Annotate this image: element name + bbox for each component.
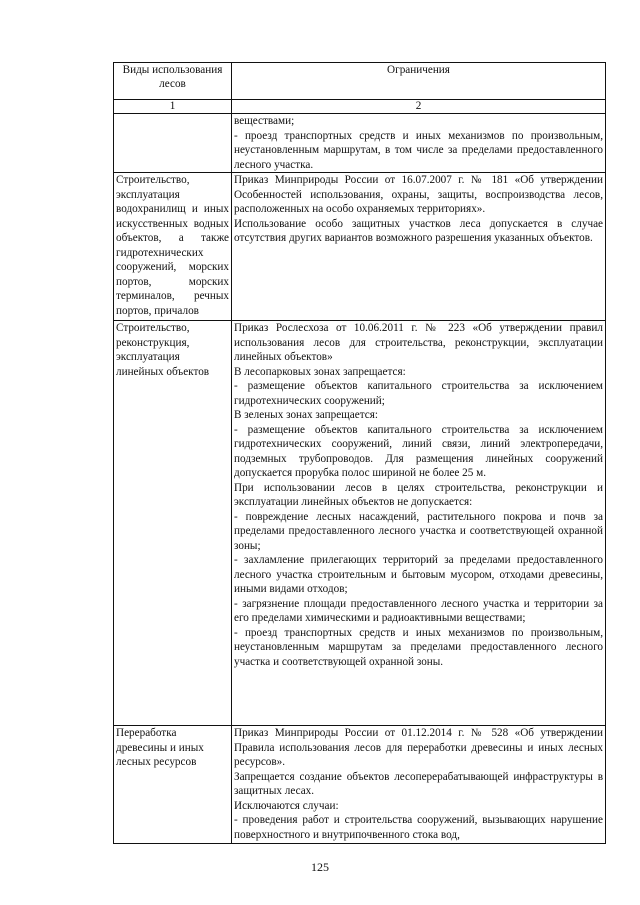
restriction-paragraph: - захламление прилегающих территорий за пределами предоставленного лесного участка строительным и бытовым мусором, отходами древесины, иными видами отходов;: [234, 554, 603, 595]
row-type-cell: Строительство, эксплуатация водохранилищ и иных искусственных водных объектов, а также гидротехнических сооружений, морских портов, морских терминалов, речных портов, причалов: [114, 173, 232, 321]
header-restrictions: Ограничения: [232, 63, 606, 100]
restriction-paragraph: Исключаются случаи:: [234, 799, 339, 812]
row-restrictions-cell: [232, 114, 606, 173]
restriction-paragraph: Использование особо защитных участков леса допускается в случае отсутствия других вариантов возможного разрешения указанных объектов.: [234, 217, 603, 244]
restriction-paragraph: В лесопарковых зонах запрещается:: [234, 365, 406, 378]
row-restrictions-cell: [232, 726, 606, 844]
header-forest-use-types: Виды использования лесов: [114, 63, 232, 100]
restrictions-table: [113, 62, 606, 844]
row-type-cell: Строительство, реконструкция, эксплуатация линейных объектов: [114, 321, 232, 726]
row-restrictions-cell: [232, 173, 606, 321]
restriction-paragraph: веществами;: [234, 115, 295, 127]
column-number-1: 1: [114, 100, 232, 114]
row-type-cell: Переработка древесины и иных лесных ресурсов: [114, 726, 232, 844]
row-restrictions-cell: [232, 321, 606, 726]
restriction-paragraph: - проезд транспортных средств и иных механизмов по произвольным, неустановленным маршрутам, в том числе за пределами предоставленного лесного участка.: [234, 129, 603, 171]
restriction-paragraph: - проезд транспортных средств и иных механизмов по произвольным, неустановленным маршрутам за пределами предоставленного лесного участка и соответствующей охранной зоны.: [234, 626, 603, 668]
restriction-paragraph: Приказ Рослесхоза от 10.06.2011 г. № 223 «Об утверждении правил использования лесов для строительства, реконструкции, эксплуатации линейных объектов»: [234, 322, 603, 363]
row-type-cell: [114, 114, 232, 173]
table-header-row: [114, 63, 606, 100]
restriction-paragraph: - размещение объектов капитального строительства за исключением гидротехнических сооружений;: [234, 380, 603, 407]
restriction-paragraph: - проведения работ и строительства сооружений, вызывающих нарушение поверхностного и внутрипочвенного стока вод,: [234, 814, 603, 841]
restriction-paragraph: - загрязнение площади предоставленного лесного участка и территории за его пределами химическими и радиоактивными веществами;: [234, 597, 603, 624]
restriction-paragraph: Приказ Минприроды России от 16.07.2007 г. № 181 «Об утверждении Особенностей использования, охраны, защиты, воспроизводства лесов, расположенных на особо охраняемых территориях».: [234, 174, 603, 215]
table-row: [114, 321, 606, 726]
restriction-paragraph: Запрещается создание объектов лесоперерабатывающей инфраструктуры в защитных лесах.: [234, 770, 603, 797]
column-number-2: 2: [232, 100, 606, 114]
table-number-row: [114, 100, 606, 114]
restriction-paragraph: Приказ Минприроды России от 01.12.2014 г. № 528 «Об утверждении Правила использования лесов для переработки древесины и иных лесных ресурсов».: [234, 727, 603, 768]
restriction-paragraph: - размещение объектов капитального строительства за исключением гидротехнических сооружений, линий связи, линий электропередачи, подземных трубопроводов. Для размещения линейных сооружений допускается прорубка полос шириной не более 25 м.: [234, 423, 603, 479]
restriction-paragraph: - повреждение лесных насаждений, растительного покрова и почв за пределами предоставленного лесного участка и соответствующей охранной зоны;: [234, 510, 603, 552]
page-number: 125: [311, 860, 329, 874]
table-row: [114, 726, 606, 844]
restriction-paragraph: В зеленых зонах запрещается:: [234, 409, 378, 421]
table-row: [114, 173, 606, 321]
table-row: [114, 114, 606, 173]
restriction-paragraph: При использовании лесов в целях строительства, реконструкции и эксплуатации линейных объектов не допускается:: [234, 481, 603, 508]
